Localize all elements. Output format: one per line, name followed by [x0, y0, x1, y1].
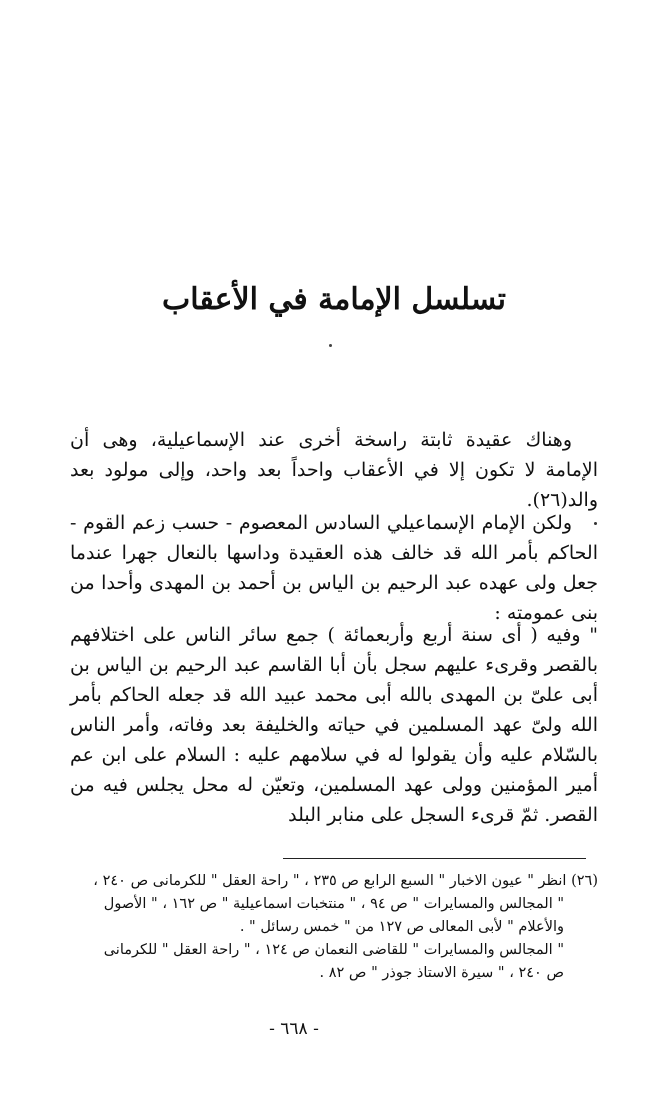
ornament-dot: [329, 344, 332, 347]
footnote-text: انظر " عيون الاخبار " السبع الرابع ص ٢٣٥ ، " راحة العقل " للكرمانى ص ٢٤٠ ،: [93, 873, 567, 889]
chapter-title: تسلسل الإمامة في الأعقاب: [162, 282, 506, 317]
paragraph-2-text: ولكن الإمام الإسماعيلي السادس المعصوم - حسب زعم القوم - الحاكم بأمر الله قد خالف هذه العقيدة وداسها بالنعال جهرا عندما جعل ولى عهده عبد الرحيم بن الياس بن أحمد بن المهدى وأحدا من بنى عمومته :: [70, 512, 598, 624]
footnote-line: [58, 870, 598, 893]
footnote-line: " المجالس والمسايرات " للقاضى النعمان ص ١٢٤ ، " راحة العقل " للكرمانى: [103, 942, 564, 958]
quotation-paragraph: [70, 620, 598, 830]
paragraph-1-text: وهناك عقيدة ثابتة راسخة أخرى عند الإسماعيلية، وهى أن الإمامة لا تكون إلا في الأعقاب واحداً بعد واحد، وإلى مولود بعد والد(٢٦).: [70, 429, 598, 511]
quotation-text: " وفيه ( أى سنة أربع وأربعمائة ) جمع سائر الناس على اختلافهم بالقصر وقرىء عليهم سجل بأن أبا القاسم عبد الرحيم بن الياس بن أبى علىّ بن المهدى بالله أبى محمد عبيد الله قد جعله الحاكم بأمر الله ولىّ عهد المسلمين في حياته والخليفة بعد وفاته، وأمر الناس بالسّلام عليه وأن يقولوا له في سلامهم عليه : السلام على ابن عم أمير المؤمنين وولى عهد المسلمين، وتعيّن له محل يجلس فيه من القصر. ثمّ قرىء السجل على منابر البلد: [70, 624, 598, 826]
footnotes: [58, 870, 598, 985]
footnote-number: (٢٦): [571, 873, 598, 889]
page-number: - ٦٦٨ -: [269, 1019, 319, 1039]
footnote-divider: [283, 858, 586, 859]
paragraph-1: [70, 425, 598, 515]
paragraph-2: [70, 508, 598, 628]
footnote-line: ص ٢٤٠ ، " سيرة الاستاذ جوذر " ص ٨٢ .: [319, 965, 564, 981]
footnote-line: والأعلام " لأبى المعالى ص ١٢٧ من " خمس رسائل " .: [239, 919, 564, 935]
footnote-line: " المجالس والمسايرات " ص ٩٤ ، " منتخبات اسماعيلية " ص ١٦٢ ، " الأصول: [103, 896, 564, 912]
